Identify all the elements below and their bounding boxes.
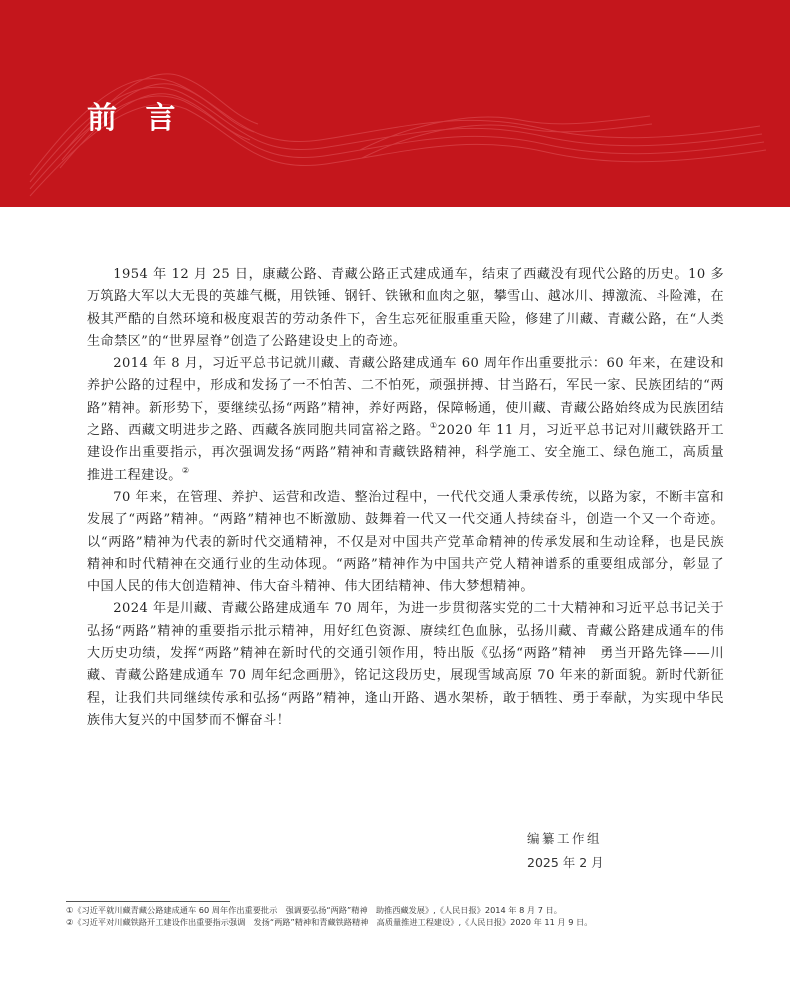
paragraph-2-text-b: 2020 年 11 月，习近平总书记对川藏铁路开工建设作出重要指示，再次强调发扬“两路”精神和青藏铁路精神，科学施工、安全施工、绿色施工，高质量推进工程建设。 bbox=[87, 423, 724, 483]
footnote-2: ②《习近平对川藏铁路开工建设作出重要指示强调 发扬“两路”精神和青藏铁路精神 高质量推进工程建设》,《人民日报》2020 年 11 月 9 日。 bbox=[66, 916, 593, 927]
footnote-divider bbox=[66, 901, 230, 902]
footnotes bbox=[66, 905, 726, 928]
header-banner bbox=[0, 0, 790, 207]
preface-body bbox=[87, 264, 724, 732]
paragraph-1: 1954 年 12 月 25 日，康藏公路、青藏公路正式建成通车，结束了西藏没有现代公路的历史。10 多万筑路大军以大无畏的英雄气概，用铁锤、钢钎、铁锹和血肉之躯，攀雪山、越冰川、搏激流、斗险滩，在极其严酷的自然环境和极度艰苦的劳动条件下，舍生忘死征服重重天险，修建了川藏、青藏公路，在“人类生命禁区”的“世界屋脊”创造了公路建设史上的奇迹。 bbox=[87, 267, 724, 349]
paragraph-2 bbox=[87, 353, 724, 487]
page-title: 前 言 bbox=[87, 101, 185, 136]
signature-date: 2025 年 2 月 bbox=[527, 855, 604, 870]
paragraph-3: 70 年来，在管理、养护、运营和改造、整治过程中，一代代交通人秉承传统，以路为家，不断丰富和发展了“两路”精神。“两路”精神也不断激励、鼓舞着一代又一代交通人持续奋斗，创造一个又一个奇迹。以“两路”精神为代表的新时代交通精神，不仅是对中国共产党革命精神的传承发展和生动诠释，也是民族精神和时代精神在交通行业的生动体现。“两路”精神作为中国共产党人精神谱系的重要组成部分，彰显了中国人民的伟大创造精神、伟大奋斗精神、伟大团结精神、伟大梦想精神。 bbox=[87, 489, 724, 595]
paragraph-2-text-a: 2014 年 8 月，习近平总书记就川藏、青藏公路建成通车 60 周年作出重要批示：60 年来，在建设和养护公路的过程中，形成和发扬了一不怕苦、二不怕死，顽强拼搏、甘当路石，军民一家、民族团结的“两路”精神。新形势下，要继续弘扬“两路”精神，养好两路，保障畅通，使川藏、青藏公路始终成为民族团结之路、西藏文明进步之路、西藏各族同胞共同富裕之路。 bbox=[87, 356, 724, 439]
signature-org: 编纂工作组 bbox=[527, 831, 603, 846]
paragraph-4: 2024 年是川藏、青藏公路建成通车 70 周年，为进一步贯彻落实党的二十大精神和习近平总书记关于弘扬“两路”精神的重要指示批示精神，用好红色资源、赓续红色血脉，弘扬川藏、青藏公路建成通车的伟大历史功绩，发挥“两路”精神在新时代的交通引领作用，特出版《弘扬“两路”精神 勇当开路先锋——川藏、青藏公路建成通车 70 周年纪念画册》，铭记这段历史，展现雪域高原 70 年来的新面貌。新时代新征程，让我们共同继续传承和弘扬“两路”精神，逢山开路、遇水架桥，敢于牺牲、勇于奉献，为实现中华民族伟大复兴的中国梦而不懈奋斗！ bbox=[87, 601, 724, 728]
footnote-1: ①《习近平就川藏青藏公路建成通车 60 周年作出重要批示 强调要弘扬“两路”精神 助推西藏发展》,《人民日报》2014 年 8 月 7 日。 bbox=[66, 905, 562, 915]
footnote-ref-1[interactable]: ① bbox=[429, 421, 438, 431]
footnote-ref-2[interactable]: ② bbox=[181, 465, 190, 475]
